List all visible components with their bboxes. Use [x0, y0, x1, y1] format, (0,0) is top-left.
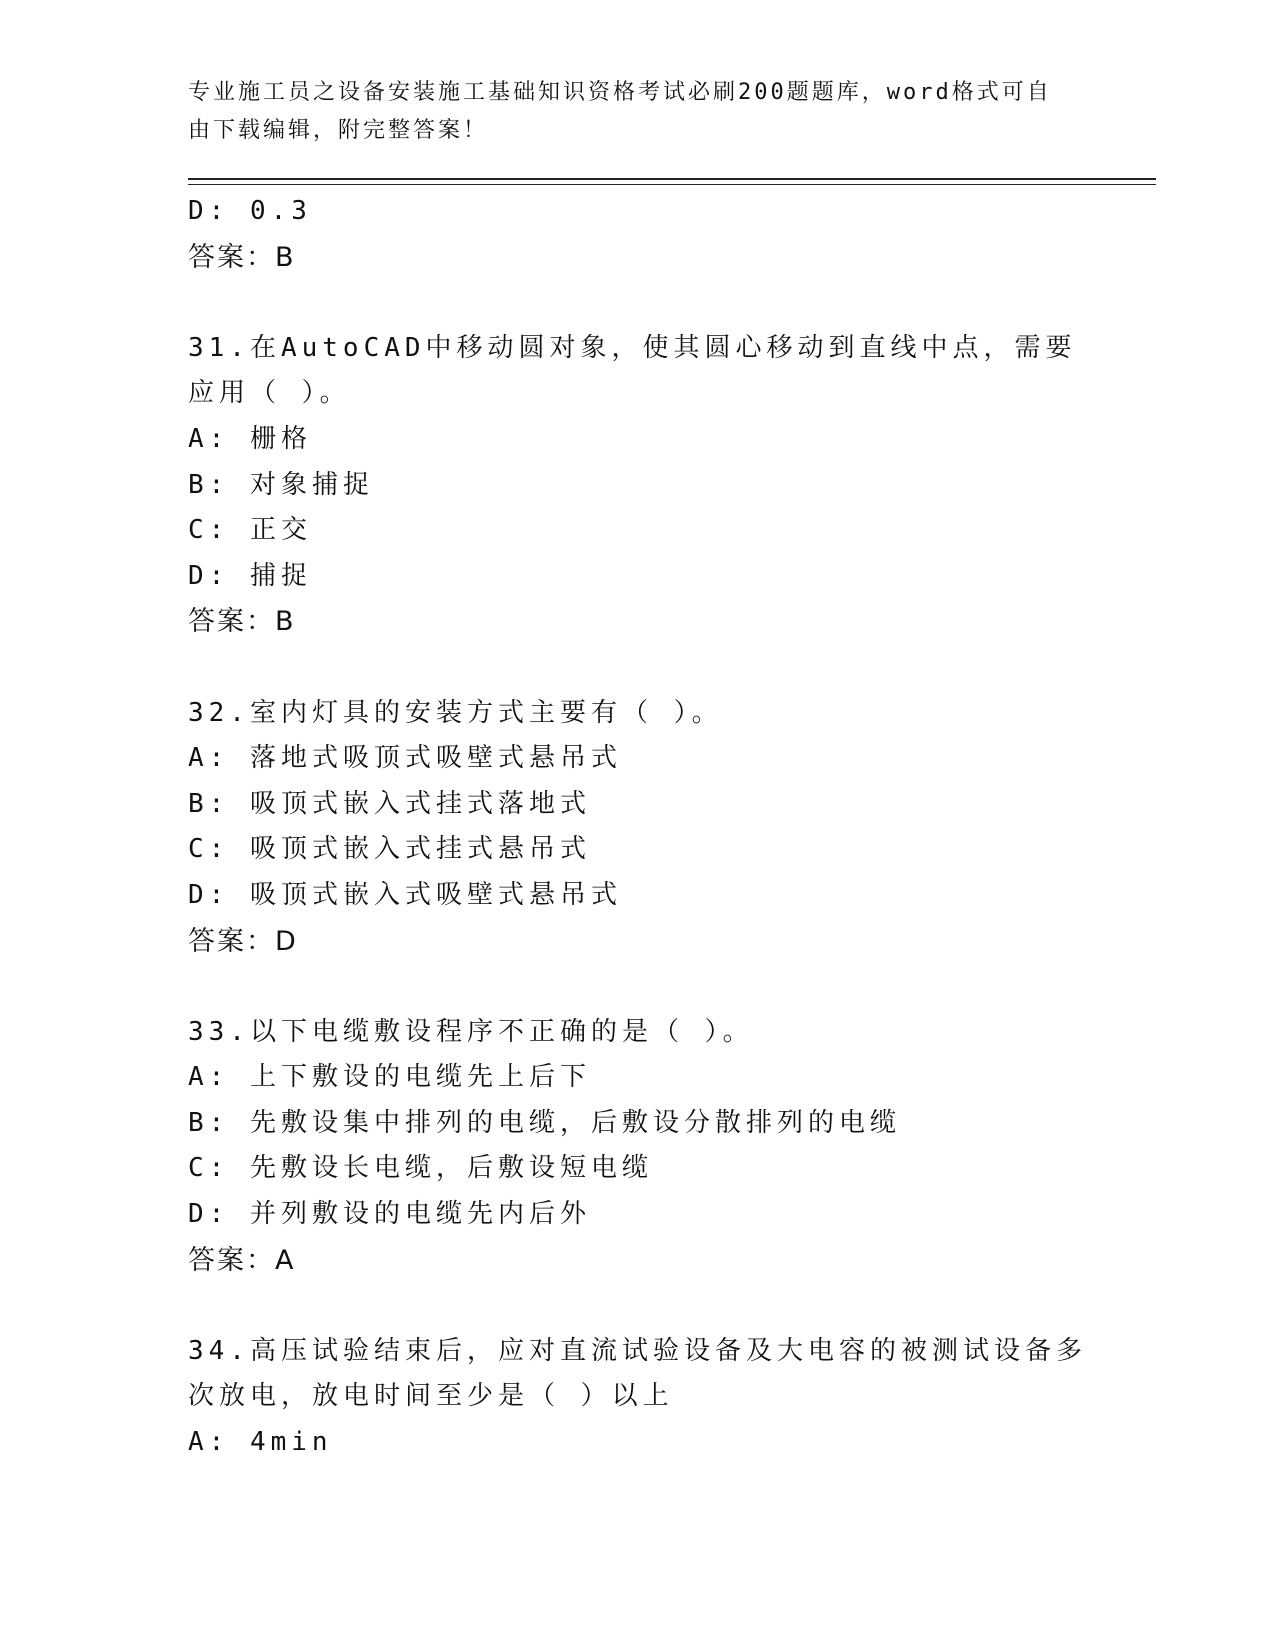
answer-label: 答案：A [188, 1244, 296, 1276]
document-header: 专业施工员之设备安装施工基础知识资格考试必刷200题题库，word格式可自由下载编辑，附完整答案！ [188, 80, 1052, 143]
option-d: D: 捕捉 [188, 560, 312, 591]
option-a: A: 栅格 [188, 423, 312, 454]
answer-label: 答案：B [188, 606, 296, 638]
question-stem: 32.室内灯具的安装方式主要有（ ）。 [188, 697, 723, 728]
option-a: A: 上下敷设的电缆先上后下 [188, 1062, 591, 1093]
spacer [188, 1283, 1088, 1329]
spacer [188, 280, 1088, 326]
question-stem: 31.在AutoCAD中移动圆对象，使其圆心移动到直线中点，需要应用（ ）。 [188, 332, 1077, 409]
option-c: C: 吸顶式嵌入式挂式悬吊式 [188, 834, 591, 865]
answer-label: 答案：D [188, 925, 298, 957]
question-32 [188, 691, 1088, 965]
question-34 [188, 1329, 1088, 1466]
option-c: C: 先敷设长电缆，后敷设短电缆 [188, 1153, 653, 1184]
spacer [188, 964, 1088, 1010]
option-d: D: 吸顶式嵌入式吸壁式悬吊式 [188, 879, 622, 910]
answer-label: 答案：B [188, 241, 296, 273]
header-rule-thin [188, 184, 1156, 185]
question-33 [188, 1010, 1088, 1284]
option-b: B: 吸顶式嵌入式挂式落地式 [188, 788, 591, 819]
option-b: B: 对象捕捉 [188, 469, 374, 500]
spacer [188, 645, 1088, 691]
option-c: C: 正交 [188, 515, 312, 546]
question-list [188, 189, 1088, 1466]
option-d: D: 0.3 [188, 196, 312, 226]
option-a: A: 落地式吸顶式吸壁式悬吊式 [188, 743, 622, 774]
question-stem: 34.高压试验结束后，应对直流试验设备及大电容的被测试设备多次放电，放电时间至少是（ ）以上 [188, 1335, 1087, 1412]
option-a: A: 4min [188, 1427, 333, 1458]
question-stem: 33.以下电缆敷设程序不正确的是（ ）。 [188, 1016, 754, 1047]
option-b: B: 先敷设集中排列的电缆，后敷设分散排列的电缆 [188, 1107, 901, 1138]
header-rule-thick [188, 178, 1156, 180]
option-d: D: 并列敷设的电缆先内后外 [188, 1199, 591, 1230]
question-31 [188, 326, 1088, 645]
